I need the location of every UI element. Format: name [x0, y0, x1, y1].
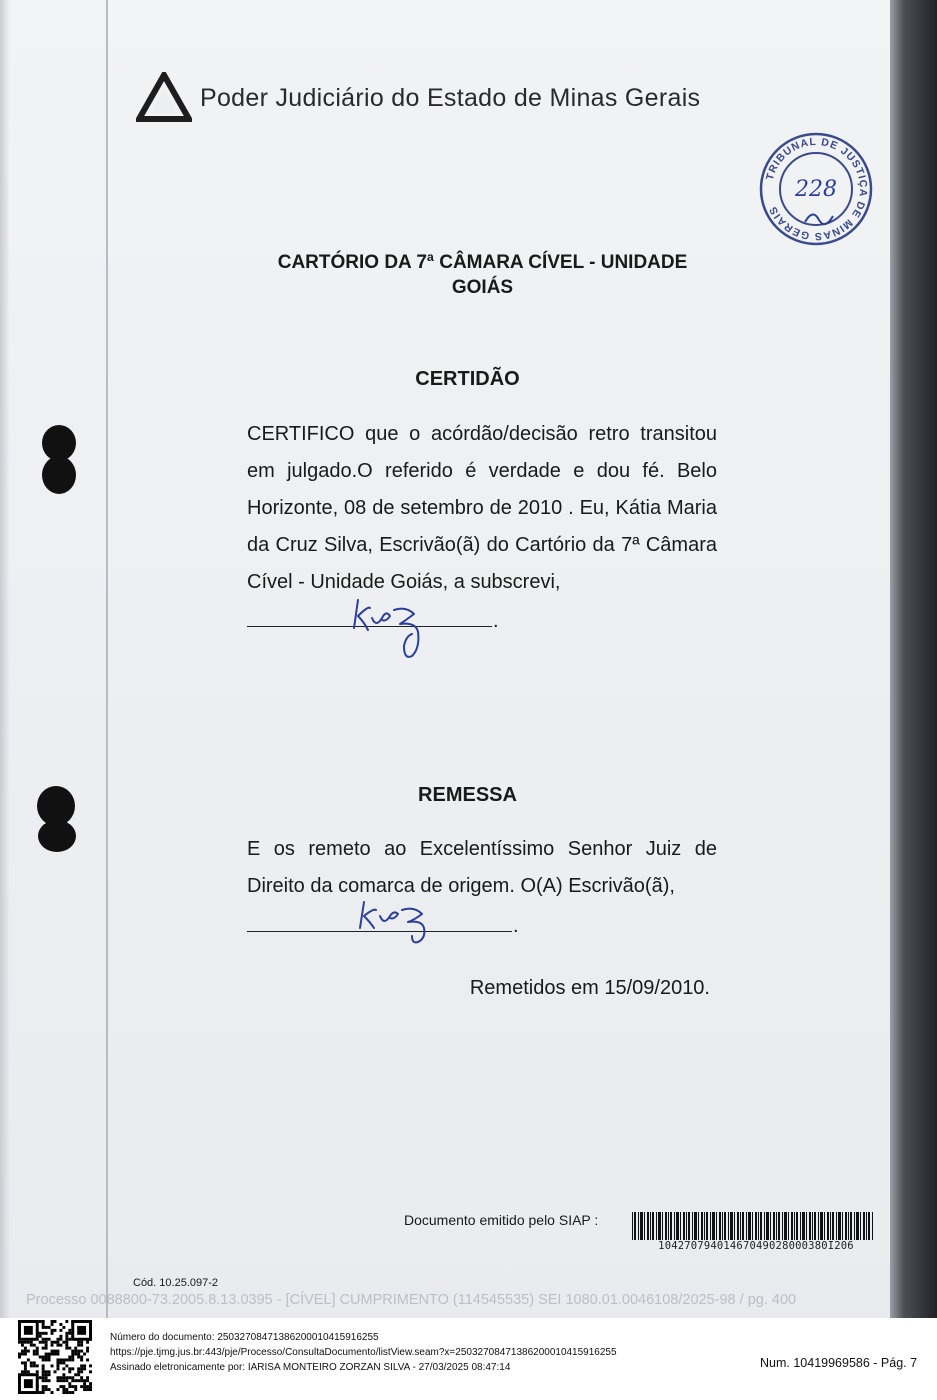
seal-text: TRIBUNAL DE JUSTIÇA DE MINAS GERAIS	[763, 135, 870, 243]
cartorio-heading-line1: CARTÓRIO DA 7ª CÂMARA CÍVEL - UNIDADE	[277, 252, 688, 273]
remetidos-date: Remetidos em 15/09/2010.	[469, 977, 710, 999]
barcode-number: 10427079401467049028000380I206	[658, 1240, 854, 1252]
barcode	[632, 1212, 874, 1240]
document-number: Número do documento: 25032708471386200010415916255	[110, 1332, 379, 1343]
remessa-title: REMESSA	[418, 784, 517, 806]
certidao-body: CERTIFICO que o acórdão/decisão retro transitou em julgado.O referido é verdade e dou fé. Belo Horizonte, 08 de setembro de 2010 . Eu, Kátia Maria da Cruz Silva, Escrivão(ã) do Cartório da 7ª Câmara Cível - Unidade Goiás, a subscrevi,	[247, 423, 717, 593]
page-edge-shadow	[0, 0, 10, 1318]
footer-info	[110, 1330, 617, 1375]
handwritten-signature-1	[340, 594, 440, 662]
certidao-title: CERTIDÃO	[415, 368, 520, 390]
punch-hole-4	[38, 820, 76, 852]
scan-dark-edge	[890, 0, 937, 1318]
process-watermark: Processo 0088800-73.2005.8.13.0395 - [CÍVEL] CUMPRIMENTO (114545535) SEI 1080.01.0046108/2025-98 / pg. 400	[26, 1292, 797, 1308]
document-url[interactable]: https://pje.tjmg.jus.br:443/pje/Processo/ConsultaDocumento/listView.seam?x=25032708471386200010415916255	[110, 1347, 617, 1358]
remessa-body: E os remeto ao Excelentíssimo Senhor Juiz de Direito da comarca de origem. O(A) Escrivão(ã),	[247, 838, 717, 897]
punch-hole-2	[42, 456, 76, 494]
seal-page-number: 228	[795, 177, 837, 202]
document-page-number: Num. 10419969586 - Pág. 7	[760, 1356, 918, 1370]
signed-by: Assinado eletronicamente por: IARISA MONTEIRO ZORZAN SILVA - 27/03/2025 08:47:14	[110, 1362, 511, 1373]
fold-line	[106, 0, 108, 1318]
institution-title: Poder Judiciário do Estado de Minas Gerais	[200, 84, 701, 112]
court-seal-stamp	[757, 130, 875, 248]
form-code: Cód. 10.25.097-2	[133, 1277, 219, 1289]
cartorio-heading	[230, 250, 735, 300]
qr-code[interactable]	[18, 1320, 92, 1394]
handwritten-signature-2	[350, 896, 450, 946]
cartorio-heading-line2: GOIÁS	[451, 277, 514, 298]
judiciary-triangle-logo	[136, 72, 192, 122]
siap-label: Documento emitido pelo SIAP :	[404, 1212, 599, 1228]
